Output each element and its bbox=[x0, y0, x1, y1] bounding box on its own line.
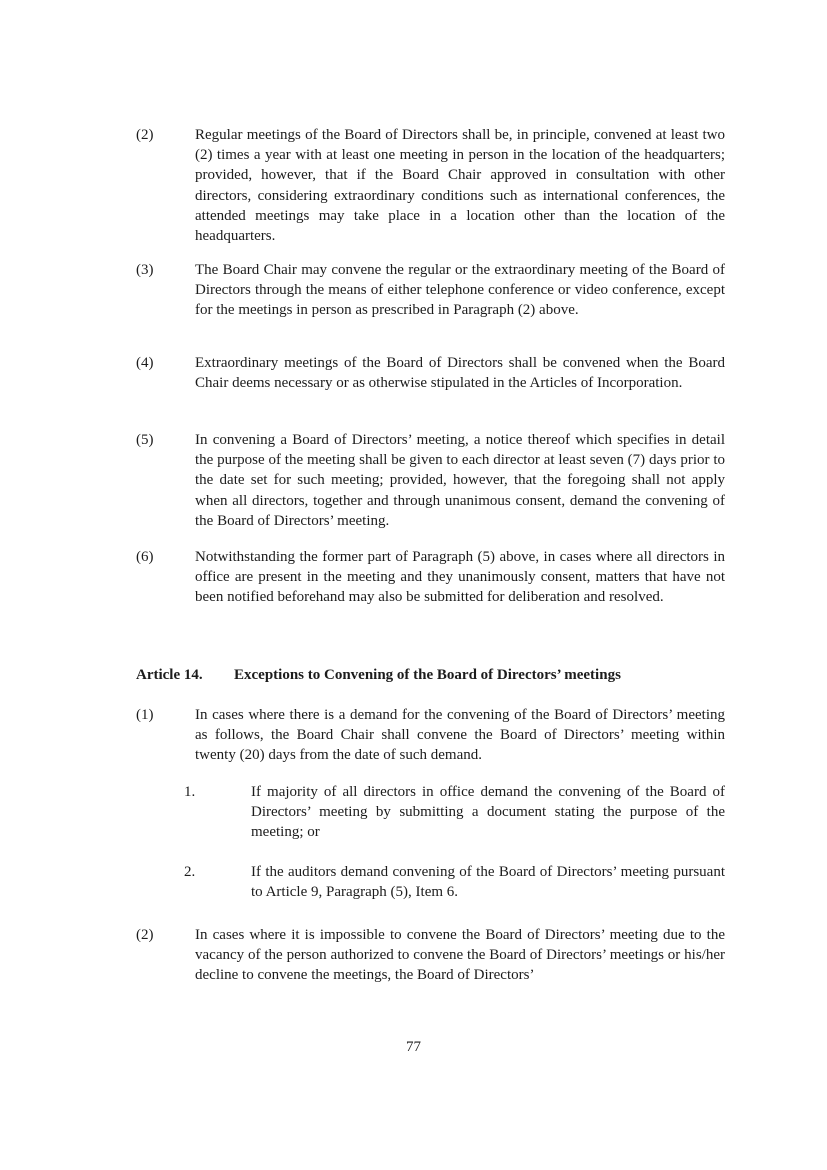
list-item-number: 2. bbox=[184, 864, 196, 880]
paragraph-number: (3) bbox=[136, 262, 154, 278]
paragraph-text: Extraordinary meetings of the Board of Directors shall be convened when the Board Chair deems necessary or as otherwise stipulated in the Articles of Incorporation. bbox=[195, 355, 725, 392]
paragraph-text: In cases where it is impossible to convene the Board of Directors’ meeting due to the vacancy of the person authorized to convene the Board of Directors’ meetings or his/her decline to convene the meetings, the Board of Directors’ bbox=[195, 927, 725, 984]
article-title: Exceptions to Convening of the Board of Directors’ meetings bbox=[234, 667, 621, 683]
paragraph-number: (2) bbox=[136, 127, 154, 143]
list-item-text: If the auditors demand convening of the Board of Directors’ meeting pursuant to Article 9, Paragraph (5), Item 6. bbox=[251, 864, 725, 901]
page-number: 77 bbox=[406, 1039, 421, 1055]
paragraph-text: Notwithstanding the former part of Paragraph (5) above, in cases where all directors in office are present in the meeting and they unanimously consent, matters that have not been notified beforehand may also be submitted for deliberation and resolved. bbox=[195, 549, 725, 606]
paragraph-number: (2) bbox=[136, 927, 154, 943]
paragraph-text: Regular meetings of the Board of Directors shall be, in principle, convened at least two (2) times a year with at least one meeting in person in the location of the headquarters; provided, however, that if the Board Chair approved in consultation with other directors, considering extraordinary conditions such as international conferences, the attended meetings may take place in a location other than the location of the headquarters. bbox=[195, 127, 725, 245]
paragraph-number: (6) bbox=[136, 549, 154, 565]
list-item-number: 1. bbox=[184, 784, 196, 800]
paragraph-text: The Board Chair may convene the regular or the extraordinary meeting of the Board of Directors through the means of either telephone conference or video conference, except for the meetings in person as prescribed in Paragraph (2) above. bbox=[195, 262, 725, 319]
article-label: Article 14. bbox=[136, 667, 203, 683]
list-item-text: If majority of all directors in office demand the convening of the Board of Directors’ meeting by submitting a document stating the purpose of the meeting; or bbox=[251, 784, 725, 841]
paragraph-number: (1) bbox=[136, 707, 154, 723]
paragraph-number: (5) bbox=[136, 432, 154, 448]
paragraph-text: In convening a Board of Directors’ meeting, a notice thereof which specifies in detail the purpose of the meeting shall be given to each director at least seven (7) days prior to the date set for such meeting; provided, however, that the foregoing shall not apply when all directors, together and through unanimous consent, demand the convening of the Board of Directors’ meeting. bbox=[195, 432, 725, 529]
paragraph-text: In cases where there is a demand for the convening of the Board of Directors’ meeting as follows, the Board Chair shall convene the Board of Directors’ meeting within twenty (20) days from the date of such demand. bbox=[195, 707, 725, 764]
paragraph-number: (4) bbox=[136, 355, 154, 371]
article-heading bbox=[136, 665, 621, 685]
